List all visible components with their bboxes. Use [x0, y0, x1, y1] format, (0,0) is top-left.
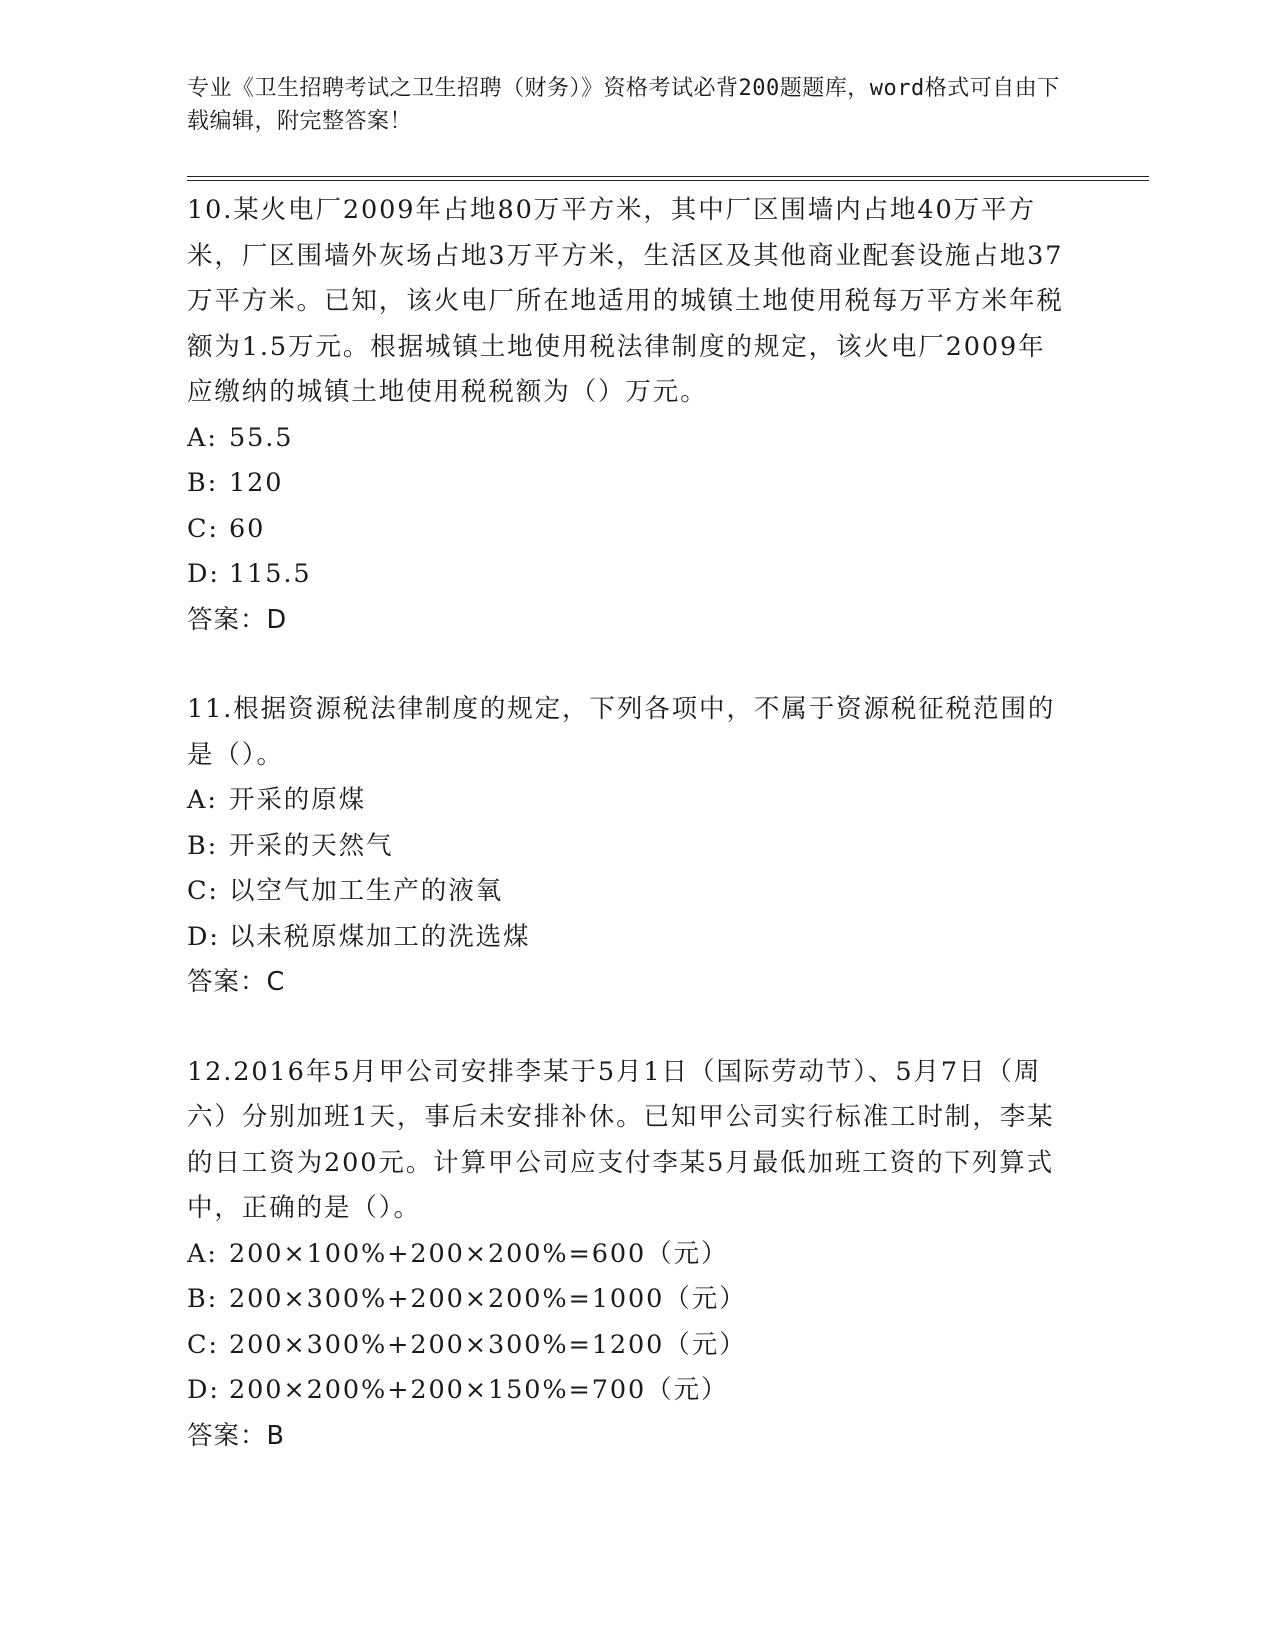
question-11 [187, 687, 1087, 1006]
answer-line: 答案：D [187, 604, 288, 635]
option-d [187, 915, 1087, 961]
option-b [187, 1277, 1087, 1323]
question-stem: 10.某火电厂2009年占地80万平方米，其中厂区围墙内占地40万平方米，厂区围墙外灰场占地3万平方米，生活区及其他商业配套设施占地37万平方米。已知，该火电厂所在地适用的城镇土地使用税每万平方米年税额为1.5万元。根据城镇土地使用税法律制度的规定，该火电厂2009年应缴纳的城镇土地使用税税额为（）万元。 [187, 195, 1064, 407]
option-a [187, 1232, 1087, 1278]
option-letter: C: [187, 513, 219, 544]
question-12 [187, 1050, 1087, 1460]
option-text: 115.5 [229, 559, 312, 589]
question-list [187, 188, 1087, 1503]
option-c [187, 507, 1087, 553]
option-text: 以未税原煤加工的洗选煤 [229, 921, 531, 952]
document-header: 专业《卫生招聘考试之卫生招聘（财务）》资格考试必背200题题库，word格式可自由下载编辑，附完整答案！ [187, 76, 1060, 134]
option-letter: B: [187, 1284, 219, 1314]
option-text: 55.5 [229, 422, 294, 453]
option-text: 开采的原煤 [229, 785, 367, 815]
option-text: 60 [229, 513, 266, 544]
option-letter: C: [187, 876, 219, 906]
option-letter: D: [187, 559, 220, 589]
option-text: 200×200%+200×150%=700（元） [229, 1375, 729, 1405]
option-letter: C: [187, 1329, 219, 1360]
option-letter: A: [187, 1238, 218, 1269]
option-text: 120 [229, 468, 284, 498]
option-b [187, 824, 1087, 870]
option-text: 200×300%+200×300%=1200（元） [229, 1329, 747, 1360]
option-d [187, 1368, 1087, 1414]
option-a [187, 416, 1087, 462]
option-a [187, 778, 1087, 824]
option-letter: B: [187, 468, 219, 498]
option-text: 200×300%+200×200%=1000（元） [229, 1284, 747, 1314]
option-d [187, 552, 1087, 598]
question-10 [187, 188, 1087, 643]
option-c [187, 1323, 1087, 1369]
answer-line: 答案：B [187, 1420, 285, 1451]
option-text: 开采的天然气 [229, 830, 394, 861]
option-letter: A: [187, 422, 218, 453]
option-letter: D: [187, 921, 220, 952]
option-b [187, 461, 1087, 507]
option-letter: D: [187, 1375, 220, 1405]
option-letter: A: [187, 785, 218, 815]
option-text: 200×100%+200×200%=600（元） [229, 1238, 729, 1269]
option-letter: B: [187, 830, 219, 861]
option-text: 以空气加工生产的液氧 [229, 876, 504, 906]
header-divider [187, 176, 1149, 181]
question-stem: 12.2016年5月甲公司安排李某于5月1日（国际劳动节）、5月7日（周六）分别加班1天，事后未安排补休。已知甲公司实行标准工时制，李某的日工资为200元。计算甲公司应支付李某5月最低加班工资的下列算式中，正确的是（）。 [187, 1056, 1055, 1223]
option-c [187, 869, 1087, 915]
answer-line: 答案：C [187, 967, 286, 997]
question-stem: 11.根据资源税法律制度的规定，下列各项中，不属于资源税征税范围的是（）。 [187, 694, 1056, 770]
